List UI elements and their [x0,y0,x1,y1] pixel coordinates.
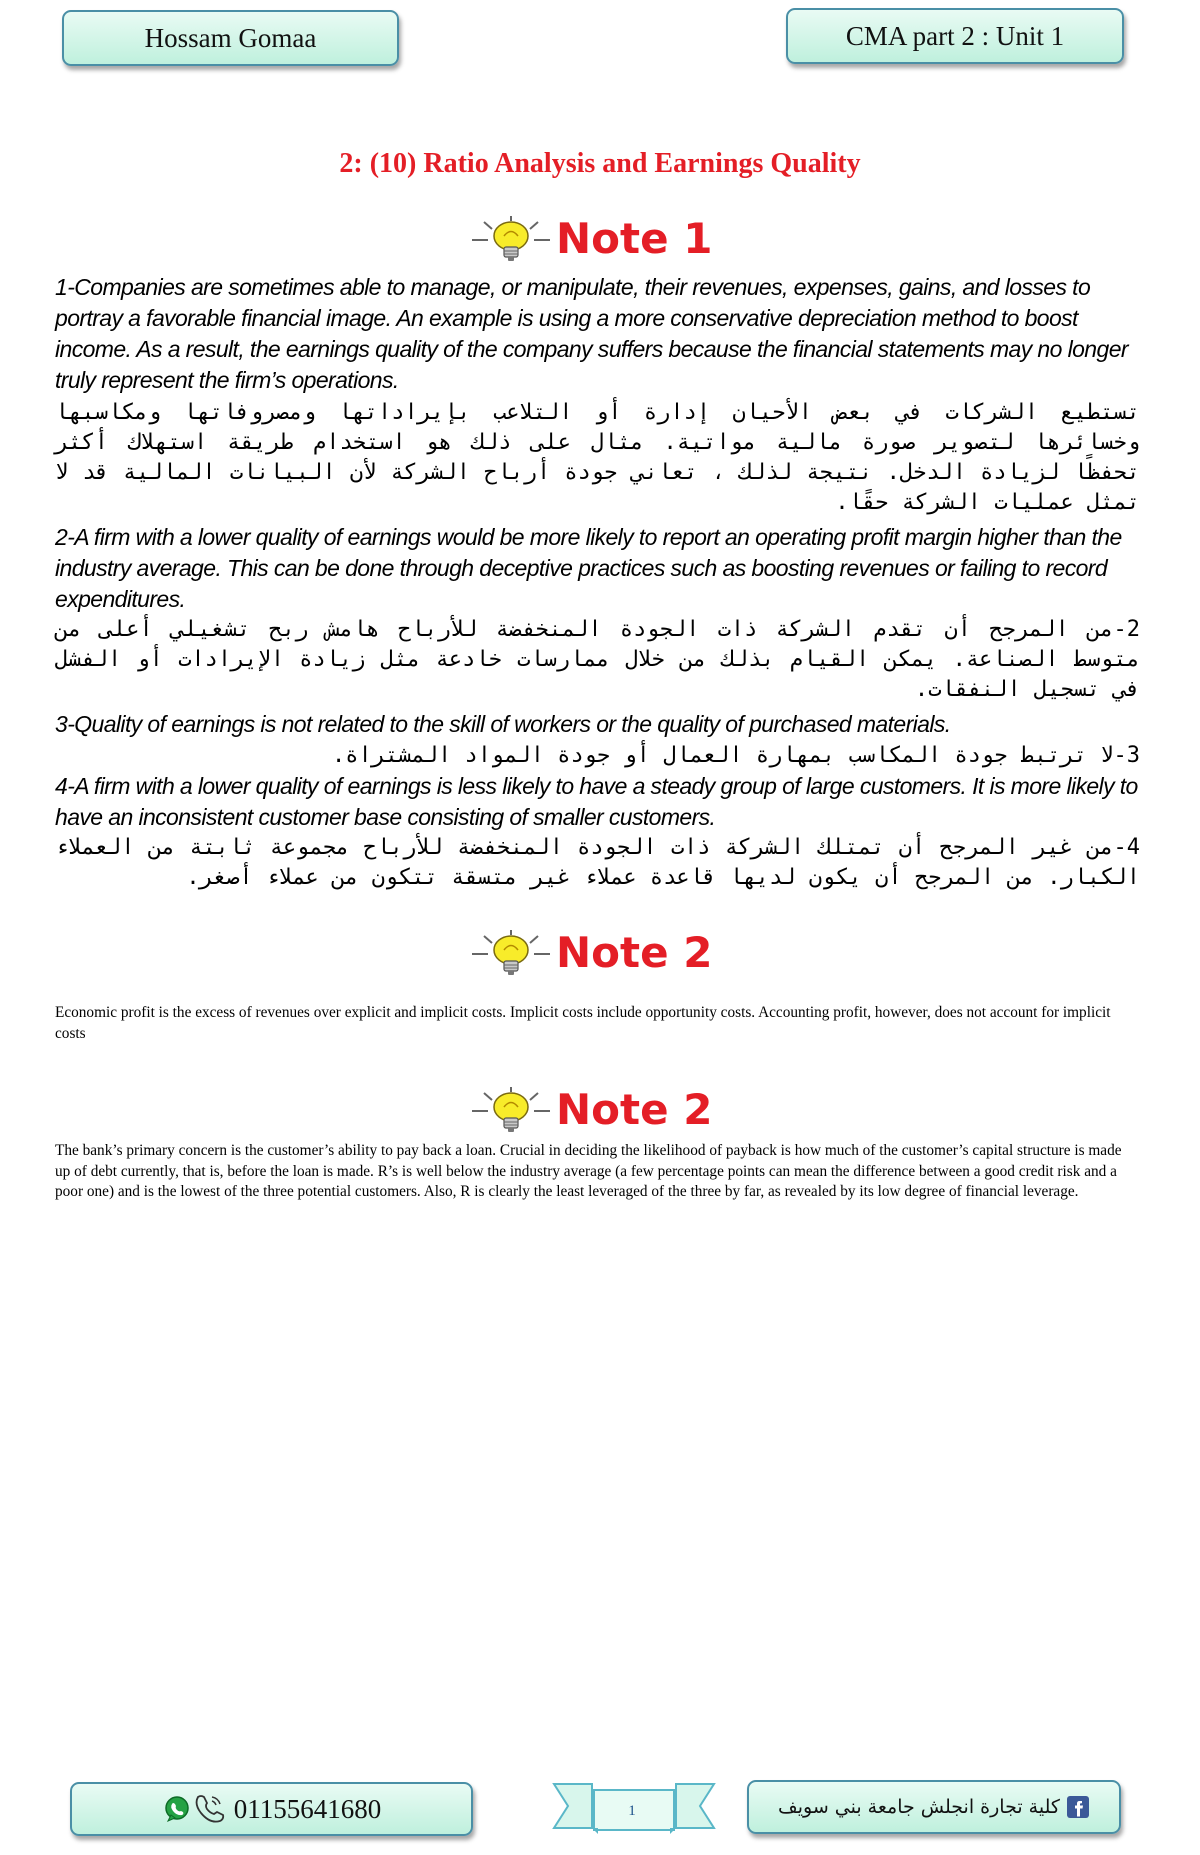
phone-icon [192,1793,226,1825]
lightbulb-icon [470,930,552,976]
note2b-heading [470,1085,712,1134]
whatsapp-icon [162,1794,192,1824]
header-author-box [62,10,399,66]
note1-title: Note 1 [556,214,713,263]
header-author: Hossam Gomaa [144,22,317,53]
note1-item2-english: 2-A firm with a lower quality of earnings would be more likely to report an operating profit margin higher than the industry average. This can be done through deceptive practices such as boosting revenues or failing to record expenditures. [55,524,1122,612]
lightbulb-icon [470,216,552,262]
note2a-heading [470,928,712,977]
note2a-title: Note 2 [556,928,713,977]
note1-heading [470,214,712,263]
note1-item4-arabic: 4-من غير المرجح أن تمتلك الشركة ذات الجودة المنخفضة للأرباح مجموعة ثابتة من العملاء الكبار. من المرجح أن يكون لديها قاعدة عملاء غير متسقة تتكون من عملاء أصغر. [55,835,1140,890]
note2b-text: The bank’s primary concern is the customer’s ability to pay back a loan. Crucial in deciding the likelihood of payback is how much of the customer’s capital structure is made up of debt currently, that is, before the loan is made. R’s is well below the industry average (a few percentage points can mean the difference between a good credit risk and a poor one) and is the lowest of the three potential customers. Also, R is clearly the least leveraged of the three by far, as revealed by its low degree of financial leverage. [55,1142,1122,1200]
note1-item1-arabic: تستطيع الشركات في بعض الأحيان إدارة أو التلاعب بإيراداتها ومصروفاتها ومكاسبها وخسائرها لتصوير صورة مالية مواتية. مثال على ذلك هو استخدام طريقة استهلاك أكثر تحفظًا لزيادة الدخل. نتيجة لذلك ، تعاني جودة أرباح الشركة لأن البيانات المالية قد لا تمثل عمليات الشركة حقًا. [55,400,1140,515]
note1-item1-english: 1-Companies are sometimes able to manage, or manipulate, their revenues, expenses, gains, and losses to portray a favorable financial image. An example is using a more conservative depreciation method to boost income. As a result, the earnings quality of the company suffers because the financial statements may no longer truly represent the firm’s operations. [55,274,1128,393]
footer-facebook-text[interactable]: كلية تجارة انجلش جامعة بني سويف [778,1796,1060,1818]
note1-item4-english: 4-A firm with a lower quality of earnings is less likely to have a steady group of large customers. It is more likely to have an inconsistent customer base consisting of smaller customers. [55,773,1138,830]
footer-phone-box [70,1782,473,1836]
lightbulb-icon [470,1087,552,1133]
note1-item3-english: 3-Quality of earnings is not related to the skill of workers or the quality of purchased materials. [55,711,951,737]
note2b-title: Note 2 [556,1085,713,1134]
header-course-box [786,8,1124,64]
facebook-icon[interactable] [1066,1795,1090,1819]
note1-item3-arabic: 3-لا ترتبط جودة المكاسب بمهارة العمال أو جودة المواد المشتراة. [332,743,1140,768]
footer-phone-number[interactable]: 01155641680 [233,1793,382,1824]
footer-facebook-box[interactable] [747,1780,1121,1834]
page-title: 2: (10) Ratio Analysis and Earnings Quality [339,148,861,179]
header-course: CMA part 2 : Unit 1 [845,20,1065,51]
note1-item2-arabic: 2-من المرجح أن تقدم الشركة ذات الجودة المنخفضة للأرباح هامش ربح تشغيلي أعلى من متوسط الصناعة. يمكن القيام بذلك من خلال ممارسات خادعة مثل زيادة الإيرادات أو الفشل في تسجيل النفقات. [55,617,1140,702]
page-number: 1 [628,1802,636,1819]
note2a-text: Economic profit is the excess of revenues over explicit and implicit costs. Implicit costs include opportunity costs. Accounting profit, however, does not account for implicit costs [55,1004,1111,1042]
